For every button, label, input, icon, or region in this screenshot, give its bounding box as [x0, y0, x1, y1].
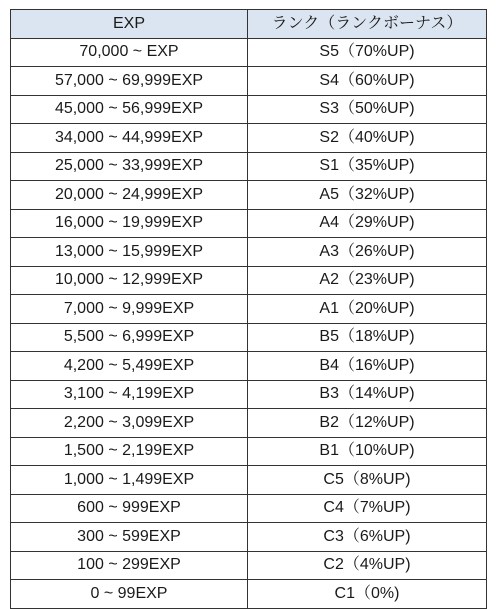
rank-bonus-cell: S3（50%UP): [248, 95, 487, 124]
table-row: [11, 323, 487, 352]
exp-range-cell: 0 ~ 99EXP: [11, 580, 248, 609]
exp-range-cell: 70,000 ~ EXP: [11, 38, 248, 67]
table-row: [11, 181, 487, 210]
exp-range-cell: 2,200 ~ 3,099EXP: [11, 409, 248, 438]
table-row: [11, 124, 487, 153]
rank-table-container: [10, 9, 486, 609]
rank-bonus-cell: A1（20%UP): [248, 295, 487, 324]
table-row: [11, 266, 487, 295]
exp-range-cell: 45,000 ~ 56,999EXP: [11, 95, 248, 124]
table-row: [11, 409, 487, 438]
exp-range-cell: 600 ~ 999EXP: [11, 494, 248, 523]
table-row: [11, 209, 487, 238]
exp-range-cell: 10,000 ~ 12,999EXP: [11, 266, 248, 295]
table-row: [11, 152, 487, 181]
rank-bonus-cell: S1（35%UP): [248, 152, 487, 181]
exp-range-cell: 57,000 ~ 69,999EXP: [11, 67, 248, 96]
exp-range-cell: 3,100 ~ 4,199EXP: [11, 380, 248, 409]
exp-range-cell: 100 ~ 299EXP: [11, 551, 248, 580]
table-header: [11, 10, 487, 39]
table-row: [11, 38, 487, 67]
exp-range-cell: 20,000 ~ 24,999EXP: [11, 181, 248, 210]
exp-range-cell: 300 ~ 599EXP: [11, 523, 248, 552]
table-row: [11, 95, 487, 124]
rank-bonus-cell: B2（12%UP): [248, 409, 487, 438]
table-row: [11, 238, 487, 267]
table-row: [11, 380, 487, 409]
rank-bonus-cell: B1（10%UP): [248, 437, 487, 466]
rank-bonus-cell: C2（4%UP): [248, 551, 487, 580]
table-row: [11, 67, 487, 96]
header-row: [11, 10, 487, 39]
exp-range-cell: 34,000 ~ 44,999EXP: [11, 124, 248, 153]
rank-bonus-cell: S5（70%UP): [248, 38, 487, 67]
exp-range-cell: 1,500 ~ 2,199EXP: [11, 437, 248, 466]
exp-range-cell: 5,500 ~ 6,999EXP: [11, 323, 248, 352]
rank-bonus-cell: C5（8%UP): [248, 466, 487, 495]
rank-table: [10, 9, 487, 609]
exp-range-cell: 1,000 ~ 1,499EXP: [11, 466, 248, 495]
exp-range-cell: 13,000 ~ 15,999EXP: [11, 238, 248, 267]
table-row: [11, 580, 487, 609]
rank-bonus-cell: S2（40%UP): [248, 124, 487, 153]
exp-range-cell: 25,000 ~ 33,999EXP: [11, 152, 248, 181]
table-body: [11, 38, 487, 608]
rank-bonus-cell: C3（6%UP): [248, 523, 487, 552]
rank-bonus-cell: C1（0%): [248, 580, 487, 609]
exp-range-cell: 4,200 ~ 5,499EXP: [11, 352, 248, 381]
rank-bonus-cell: S4（60%UP): [248, 67, 487, 96]
table-row: [11, 551, 487, 580]
table-row: [11, 494, 487, 523]
rank-bonus-cell: B5（18%UP): [248, 323, 487, 352]
rank-bonus-cell: A5（32%UP): [248, 181, 487, 210]
header-exp: EXP: [11, 10, 248, 39]
rank-bonus-cell: B3（14%UP): [248, 380, 487, 409]
rank-bonus-cell: A3（26%UP): [248, 238, 487, 267]
rank-bonus-cell: B4（16%UP): [248, 352, 487, 381]
table-row: [11, 466, 487, 495]
exp-range-cell: 7,000 ~ 9,999EXP: [11, 295, 248, 324]
rank-bonus-cell: A2（23%UP): [248, 266, 487, 295]
table-row: [11, 523, 487, 552]
table-row: [11, 437, 487, 466]
rank-bonus-cell: A4（29%UP): [248, 209, 487, 238]
rank-bonus-cell: C4（7%UP): [248, 494, 487, 523]
header-rank: ランク（ランクボーナス）: [248, 10, 487, 39]
table-row: [11, 352, 487, 381]
exp-range-cell: 16,000 ~ 19,999EXP: [11, 209, 248, 238]
table-row: [11, 295, 487, 324]
